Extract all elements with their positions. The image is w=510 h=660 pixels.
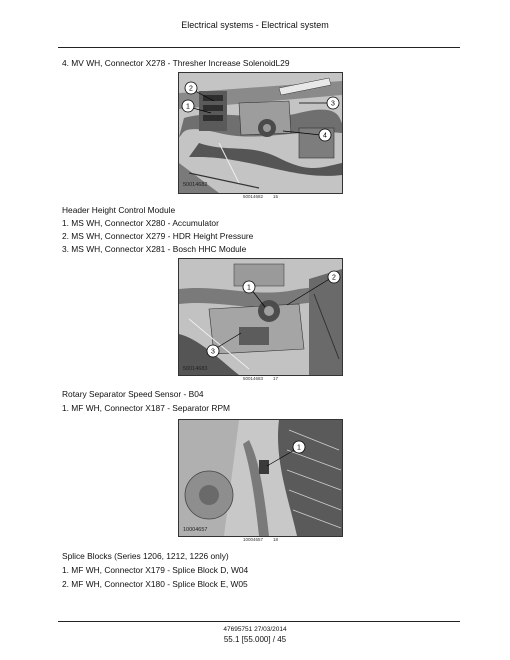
fig17-callout-2: 2 — [332, 274, 336, 282]
figure-17-drawing — [179, 259, 342, 375]
fig17-photo-label: 50014683 — [183, 366, 208, 372]
fig15-photo-label: 50014682 — [183, 182, 208, 188]
header-rule — [58, 47, 460, 48]
connector-x279-item: 2. MS WH, Connector X279 - HDR Height Pressure — [62, 231, 254, 241]
fig15-callout-4: 4 — [323, 132, 327, 140]
connector-x278-item: 4. MV WH, Connector X278 - Thresher Increase SolenoidL29 — [62, 58, 290, 68]
page-header-title: Electrical systems - Electrical system — [181, 20, 329, 30]
fig15-callout-1: 1 — [186, 103, 190, 111]
fig15-callout-3: 3 — [331, 100, 335, 108]
footer-rule — [58, 621, 460, 622]
connector-x280-item: 1. MS WH, Connector X280 - Accumulator — [62, 218, 219, 228]
fig18-photo-label: 10004657 — [183, 527, 208, 533]
connector-x180-item: 2. MF WH, Connector X180 - Splice Block E, W05 — [62, 579, 248, 589]
figure-18-number: 18 — [273, 537, 279, 542]
figure-18-photo — [178, 419, 343, 537]
figure-17-number: 17 — [273, 376, 279, 381]
header-height-module-heading: Header Height Control Module — [62, 205, 176, 215]
figure-15-caption-code: 50014682 — [243, 194, 264, 199]
connector-x187-item: 1. MF WH, Connector X187 - Separator RPM — [62, 403, 231, 413]
connector-x281-item: 3. MS WH, Connector X281 - Bosch HHC Module — [62, 244, 247, 254]
figure-17-photo — [178, 258, 343, 376]
figure-17-caption-code: 50014683 — [243, 376, 264, 381]
figure-15-drawing — [179, 73, 342, 193]
figure-15-number: 15 — [273, 194, 279, 199]
fig18-callout-1: 1 — [297, 444, 301, 452]
footer-document-id: 47695751 27/03/2014 — [223, 626, 287, 633]
figure-15-photo — [178, 72, 343, 194]
fig15-callout-2: 2 — [189, 85, 193, 93]
connector-x179-item: 1. MF WH, Connector X179 - Splice Block D, W04 — [62, 565, 249, 575]
footer-page-number: 55.1 [55.000] / 45 — [223, 635, 287, 644]
figure-18-drawing — [179, 420, 342, 536]
fig17-callout-1: 1 — [247, 284, 251, 292]
splice-blocks-heading: Splice Blocks (Series 1206, 1212, 1226 only) — [62, 551, 229, 561]
figure-18-caption-code: 10004657 — [243, 537, 264, 542]
fig17-callout-3: 3 — [211, 348, 215, 356]
rotary-separator-heading: Rotary Separator Speed Sensor - B04 — [62, 389, 204, 399]
